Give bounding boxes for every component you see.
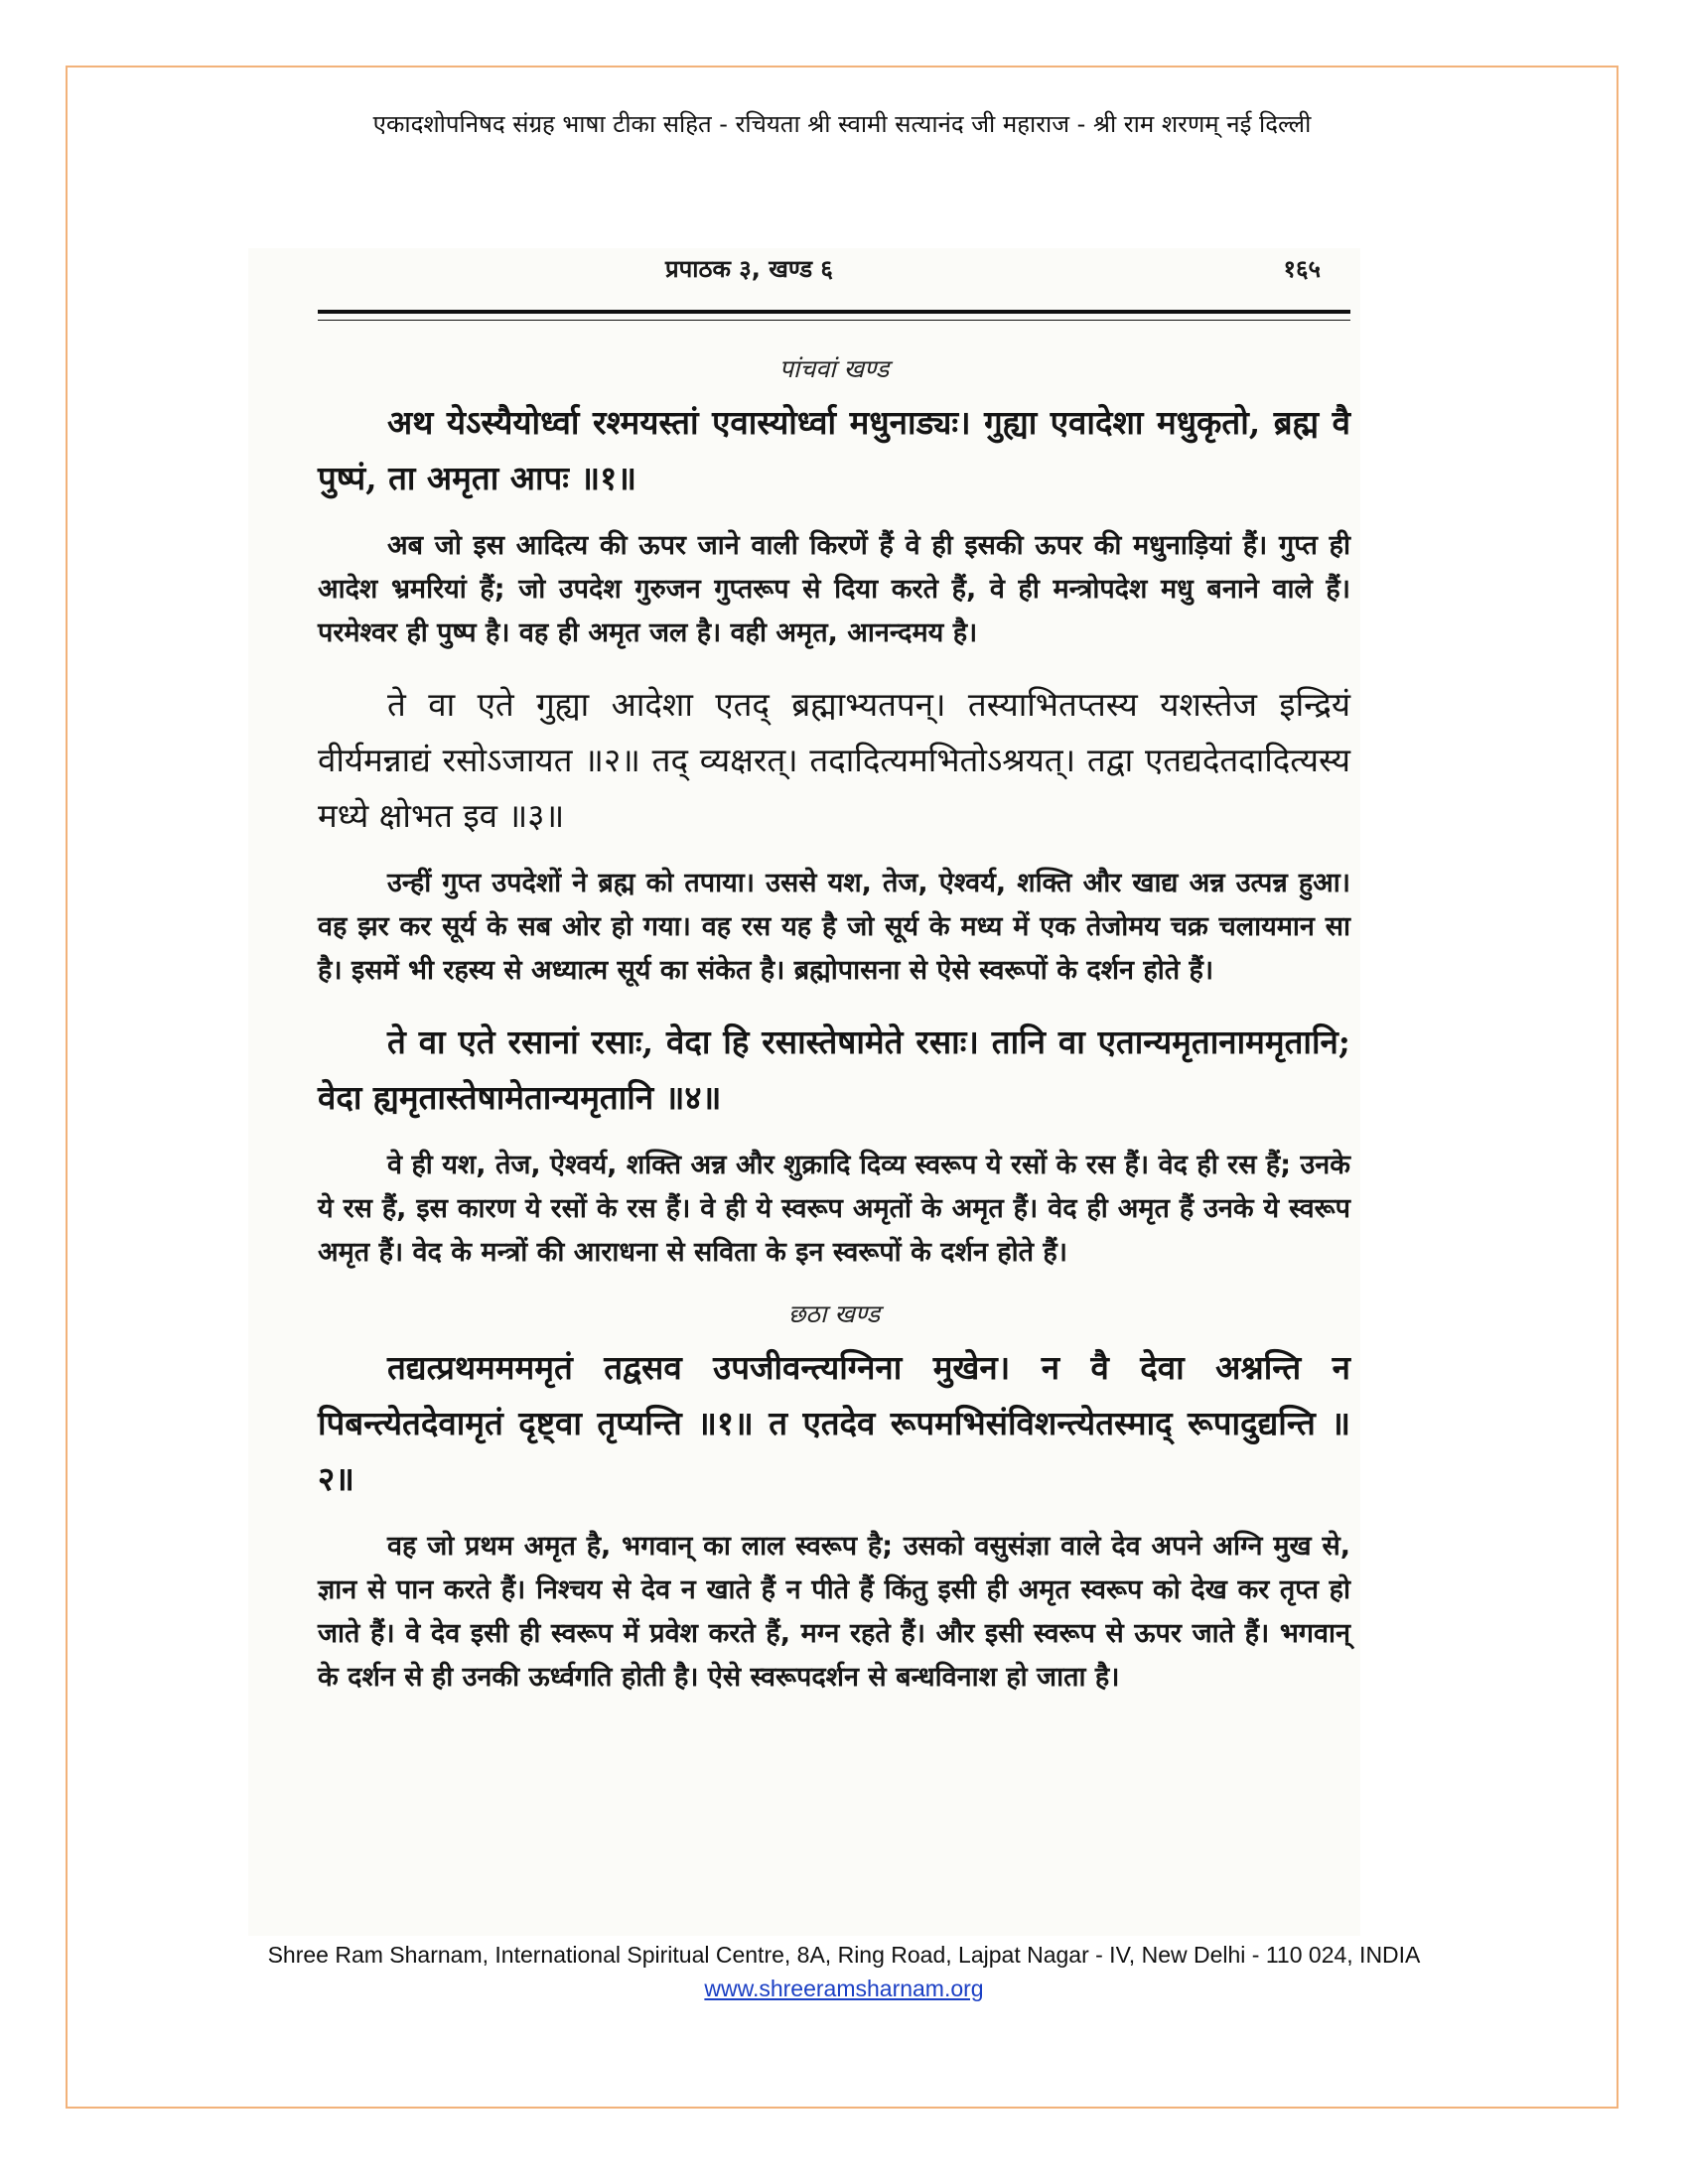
- running-head: [248, 248, 1360, 288]
- hindi-commentary: उन्हीं गुप्त उपदेशों ने ब्रह्म को तपाया। उससे यश, तेज, ऐश्वर्य, शक्ति और खाद्य अन्न उत्पन्न हुआ। वह झर कर सूर्य के सब ओर हो गया। वह रस यह है जो सूर्य के मध्य में एक तेजोमय चक्र चलायमान सा है। इसमें भी रहस्य से अध्यात्म सूर्य का संकेत है। ब्रह्मोपासना से ऐसे स्वरूपों के दर्शन होते हैं।: [318, 868, 1350, 986]
- footer-address: Shree Ram Sharnam, International Spiritual Centre, 8A, Ring Road, Lajpat Nagar - IV, New Delhi - 110 024, INDIA: [267, 1942, 1421, 1968]
- sanskrit-verse: अथ येऽस्यैयोर्ध्वा रश्मयस्तां एवास्योर्ध्वा मधुनाड्यः। गुह्या एवादेशा मधुकृतो, ब्रह्म वै पुष्पं, ता अमृता आपः ॥१॥: [318, 403, 1350, 497]
- header-rule-thin: [318, 320, 1350, 321]
- running-head-title: प्रपाठक ३, खण्ड ६: [665, 255, 833, 283]
- header-rule-thick: [318, 310, 1350, 314]
- section-heading-6: छठा खण्ड: [787, 1299, 881, 1328]
- sanskrit-verse: तद्यत्प्रथममममृतं तद्वसव उपजीवन्त्यग्निना मुखेन। न वै देवा अश्नन्ति न पिबन्त्येतदेवामृतं दृष्ट्वा तृप्यन्ति ॥१॥ त एतदेव रूपमभिसंविशन्त्येतस्माद् रूपादुद्यन्ति ॥२॥: [318, 1348, 1350, 1498]
- page-header-title: एकादशोपनिषद संग्रह भाषा टीका सहित - रचियता श्री स्वामी सत्यानंद जी महाराज - श्री राम शरणम् नई दिल्ली: [372, 110, 1312, 138]
- hindi-commentary: वह जो प्रथम अमृत है, भगवान् का लाल स्वरूप है; उसको वसुसंज्ञा वाले देव अपने अग्नि मुख से, ज्ञान से पान करते हैं। निश्चय से देव न खाते हैं न पीते हैं किंतु इसी ही अमृत स्वरूप को देख कर तृप्त हो जाते हैं। वे देव इसी ही स्वरूप में प्रवेश करते हैं, मग्न रहते हैं। और इसी स्वरूप से ऊपर जाते हैं। भगवान् के दर्शन से ही उनकी ऊर्ध्वगति होती है। ऐसे स्वरूपदर्शन से बन्धविनाश हो जाता है।: [318, 1531, 1350, 1693]
- hindi-commentary: वे ही यश, तेज, ऐश्वर्य, शक्ति अन्न और शुक्रादि दिव्य स्वरूप ये रसों के रस हैं। वेद ही रस हैं; उनके ये रस हैं, इस कारण ये रसों के रस हैं। वे ही ये स्वरूप अमृतों के अमृत हैं। वेद ही अमृत हैं उनके ये स्वरूप अमृत हैं। वेद के मन्त्रों की आराधना से सविता के इन स्वरूपों के दर्शन होते हैं।: [318, 1150, 1350, 1268]
- section-heading-5: पांचवां खण्ड: [778, 354, 890, 383]
- website-link[interactable]: www.shreeramsharnam.org: [704, 1976, 984, 2001]
- hindi-commentary: अब जो इस आदित्य की ऊपर जाने वाली किरणें हैं वे ही इसकी ऊपर की मधुनाड़ियां हैं। गुप्त ही आदेश भ्रमरियां हैं; जो उपदेश गुरुजन गुप्तरूप से दिया करते हैं, वे ही मन्त्रोपदेश मधु बनाने वाले हैं। परमेश्वर ही पुष्प है। वह ही अमृत जल है। वही अमृत, आनन्दमय है।: [318, 530, 1350, 648]
- scanned-page: [248, 248, 1360, 1936]
- sanskrit-verse: ते वा एते रसानां रसाः, वेदा हि रसास्तेषामेते रसाः। तानि वा एतान्यमृतानाममृतानि; वेदा ह्यमृतास्तेषामेतान्यमृतानि ॥४॥: [318, 1023, 1350, 1117]
- page-content: [318, 347, 1350, 1721]
- page-number: १६५: [1283, 255, 1321, 283]
- sanskrit-verse: ते वा एते गुह्या आदेशा एतद् ब्रह्माभ्यतपन्। तस्याभितप्तस्य यशस्तेज इन्द्रियं वीर्यमन्नाद्यं रसोऽजायत ॥२॥ तद् व्यक्षरत्। तदादित्यमभितोऽश्रयत्। तद्वा एतद्यदेतदादित्यस्य मध्ये क्षोभत इव ॥३॥: [318, 685, 1350, 835]
